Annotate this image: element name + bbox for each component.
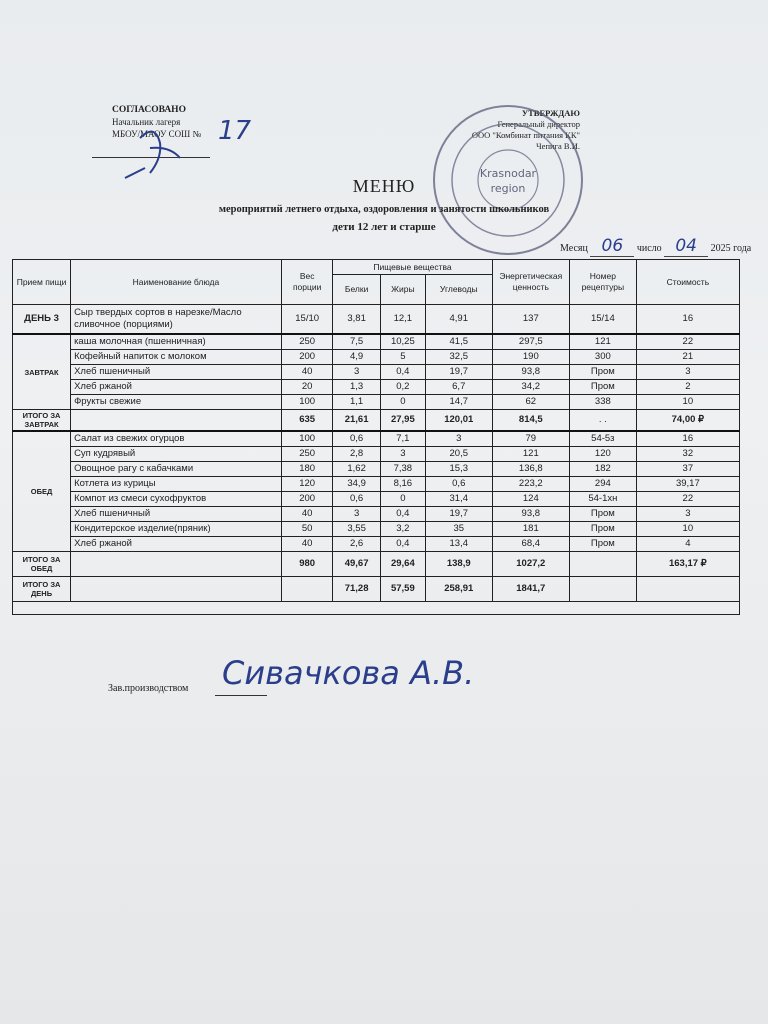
svg-text:region: region: [490, 182, 526, 195]
table-row: [13, 462, 740, 477]
cell-weight: [281, 577, 333, 602]
approval-left-line1: Начальник лагеря: [112, 117, 181, 127]
cell-dish: Хлеб ржаной: [71, 380, 282, 395]
cell-weight: 120: [281, 477, 333, 492]
cell-carbs: 6,7: [425, 380, 492, 395]
cell-energy: 137: [492, 305, 569, 335]
cell-carbs: 19,7: [425, 507, 492, 522]
table-row: [13, 380, 740, 395]
cell-protein: 4,9: [333, 350, 380, 365]
cell-empty: [71, 410, 282, 432]
cell-recipe: . .: [570, 410, 637, 432]
cell-cost: 39,17: [636, 477, 739, 492]
cell-protein: 71,28: [333, 577, 380, 602]
lunch-section: [13, 431, 740, 552]
cell-dish: Сыр твердых сортов в нарезке/Масло сливочное (порциями): [71, 305, 282, 335]
cell-weight: 20: [281, 380, 333, 395]
cell-protein: 1,1: [333, 395, 380, 410]
cell-carbs: 14,7: [425, 395, 492, 410]
cell-cost: 2: [636, 380, 739, 395]
year-text: 2025 года: [710, 243, 752, 254]
cell-weight: 15/10: [281, 305, 333, 335]
breakfast-section: [13, 334, 740, 410]
cell-fat: 0,4: [380, 507, 425, 522]
approval-right-head: УТВЕРЖДАЮ: [521, 108, 580, 118]
cell-dish: Фрукты свежие: [71, 395, 282, 410]
cell-carbs: 3: [425, 431, 492, 447]
cell-cost: 16: [636, 431, 739, 447]
day-label: ДЕНЬ 3: [13, 305, 71, 335]
cell-recipe: Пром: [570, 522, 637, 537]
cell-dish: Суп кудрявый: [71, 447, 282, 462]
col-energy: Энергетическая ценность: [492, 260, 569, 305]
cell-cost: 3: [636, 365, 739, 380]
table-row: [13, 507, 740, 522]
cell-fat: 0,4: [380, 365, 425, 380]
cell-carbs: 19,7: [425, 365, 492, 380]
cell-recipe: Пром: [570, 380, 637, 395]
cell-dish: Хлеб ржаной: [71, 537, 282, 552]
cell-carbs: 13,4: [425, 537, 492, 552]
cell-fat: 3: [380, 447, 425, 462]
cell-cost: 10: [636, 522, 739, 537]
cell-energy: 121: [492, 447, 569, 462]
cell-empty: [71, 552, 282, 577]
section-label: ОБЕД: [13, 431, 71, 552]
lunch-total-row: [13, 552, 740, 577]
table-row: [13, 350, 740, 365]
cell-recipe: 54-1хн: [570, 492, 637, 507]
cell-carbs: 120,01: [425, 410, 492, 432]
cell-empty: [13, 602, 740, 615]
table-row: [13, 522, 740, 537]
cell-energy: 68,4: [492, 537, 569, 552]
cell-weight: 200: [281, 492, 333, 507]
cell-energy: 124: [492, 492, 569, 507]
col-nutrients: Пищевые вещества: [333, 260, 492, 275]
cell-energy: 136,8: [492, 462, 569, 477]
cell-fat: 5: [380, 350, 425, 365]
cell-fat: 0: [380, 395, 425, 410]
cell-cost: 10: [636, 395, 739, 410]
cell-protein: 0,6: [333, 492, 380, 507]
cell-fat: 8,16: [380, 477, 425, 492]
cell-protein: 3: [333, 365, 380, 380]
approval-left-head: СОГЛАСОВАНО: [112, 105, 186, 115]
day-value: 04: [675, 236, 697, 256]
cell-energy: 93,8: [492, 507, 569, 522]
cell-protein: 21,61: [333, 410, 380, 432]
cell-energy: 223,2: [492, 477, 569, 492]
cell-fat: 0,4: [380, 537, 425, 552]
cell-cost: 22: [636, 334, 739, 350]
col-protein: Белки: [333, 275, 380, 305]
cell-fat: 10,25: [380, 334, 425, 350]
cell-recipe: Пром: [570, 365, 637, 380]
cell-cost: 37: [636, 462, 739, 477]
cell-protein: 0,6: [333, 431, 380, 447]
cell-dish: Кондитерское изделие(пряник): [71, 522, 282, 537]
cell-weight: 635: [281, 410, 333, 432]
cell-fat: 3,2: [380, 522, 425, 537]
cell-recipe: 300: [570, 350, 637, 365]
cell-fat: 0,2: [380, 380, 425, 395]
cell-protein: 3,55: [333, 522, 380, 537]
cell-carbs: 31,4: [425, 492, 492, 507]
cell-protein: 3: [333, 507, 380, 522]
age-group: дети 12 лет и старше: [332, 221, 436, 233]
cell-weight: 250: [281, 334, 333, 350]
approval-right-line2: ООО "Комбинат питания КК": [471, 130, 580, 140]
cell-cost: [636, 577, 739, 602]
col-cost: Стоимость: [636, 260, 739, 305]
cell-recipe: Пром: [570, 507, 637, 522]
menu-table: [12, 259, 740, 615]
approval-right-line3: Чепига В.И.: [536, 141, 580, 151]
table-row: [13, 431, 740, 447]
table-header-row: [13, 260, 740, 275]
cell-weight: 40: [281, 507, 333, 522]
table-bottom-row: [13, 602, 740, 615]
month-value: 06: [601, 236, 624, 256]
cell-cost: 163,17 ₽: [636, 552, 739, 577]
table-row: [13, 447, 740, 462]
day-total-row: [13, 577, 740, 602]
cell-carbs: 4,91: [425, 305, 492, 335]
page-title: МЕНЮ: [352, 176, 416, 196]
day-total-label: ИТОГО ЗА ДЕНЬ: [13, 577, 71, 602]
cell-carbs: 258,91: [425, 577, 492, 602]
cell-weight: 180: [281, 462, 333, 477]
cell-dish: Кофейный напиток с молоком: [71, 350, 282, 365]
cell-protein: 49,67: [333, 552, 380, 577]
cell-recipe: [570, 552, 637, 577]
cell-weight: 100: [281, 395, 333, 410]
cell-fat: 29,64: [380, 552, 425, 577]
cell-fat: 27,95: [380, 410, 425, 432]
cell-carbs: 35: [425, 522, 492, 537]
cell-carbs: 32,5: [425, 350, 492, 365]
col-meal: Прием пищи: [13, 260, 71, 305]
cell-protein: 2,8: [333, 447, 380, 462]
cell-weight: 200: [281, 350, 333, 365]
cell-protein: 34,9: [333, 477, 380, 492]
cell-fat: 57,59: [380, 577, 425, 602]
svg-text:Krasnodar: Krasnodar: [479, 167, 537, 180]
cell-weight: 980: [281, 552, 333, 577]
cell-carbs: 20,5: [425, 447, 492, 462]
cell-energy: 79: [492, 431, 569, 447]
table-row-day: [13, 305, 740, 335]
cell-protein: 1,62: [333, 462, 380, 477]
breakfast-total-label: ИТОГО ЗА ЗАВТРАК: [13, 410, 71, 432]
cell-dish: Овощное рагу с кабачками: [71, 462, 282, 477]
cell-dish: Хлеб пшеничный: [71, 507, 282, 522]
cell-energy: 297,5: [492, 334, 569, 350]
cell-recipe: 54-5з: [570, 431, 637, 447]
day-label: число: [636, 243, 662, 254]
col-fat: Жиры: [380, 275, 425, 305]
cell-cost: 21: [636, 350, 739, 365]
month-label: Месяц: [560, 243, 588, 254]
cell-dish: каша молочная (пшенничная): [71, 334, 282, 350]
cell-protein: 7,5: [333, 334, 380, 350]
cell-energy: 1027,2: [492, 552, 569, 577]
page-subtitle: мероприятий летнего отдыха, оздоровления и занятости школьников: [218, 204, 550, 215]
col-carbs: Углеводы: [425, 275, 492, 305]
cell-recipe: 338: [570, 395, 637, 410]
cell-cost: 74,00 ₽: [636, 410, 739, 432]
table-row: [13, 492, 740, 507]
lunch-total-label: ИТОГО ЗА ОБЕД: [13, 552, 71, 577]
cell-recipe: 121: [570, 334, 637, 350]
cell-carbs: 0,6: [425, 477, 492, 492]
footer-label: Зав.производством: [108, 683, 189, 694]
date-line: [560, 236, 751, 257]
cell-recipe: [570, 577, 637, 602]
cell-energy: 814,5: [492, 410, 569, 432]
cell-energy: 34,2: [492, 380, 569, 395]
cell-dish: Компот из смеси сухофруктов: [71, 492, 282, 507]
cell-carbs: 138,9: [425, 552, 492, 577]
cell-cost: 16: [636, 305, 739, 335]
table-row: [13, 334, 740, 350]
table-row: [13, 365, 740, 380]
cell-recipe: Пром: [570, 537, 637, 552]
cell-weight: 40: [281, 537, 333, 552]
cell-energy: 93,8: [492, 365, 569, 380]
cell-fat: 7,38: [380, 462, 425, 477]
cell-energy: 62: [492, 395, 569, 410]
cell-carbs: 41,5: [425, 334, 492, 350]
cell-empty: [71, 577, 282, 602]
footer-signature-text: Сивачкова А.В.: [222, 654, 475, 692]
cell-recipe: 294: [570, 477, 637, 492]
cell-cost: 4: [636, 537, 739, 552]
section-label: ЗАВТРАК: [13, 334, 71, 410]
approval-left-line2: МБОУ/МАОУ СОШ №: [112, 129, 202, 139]
cell-recipe: 182: [570, 462, 637, 477]
footer-underline: [215, 695, 267, 696]
cell-weight: 250: [281, 447, 333, 462]
cell-fat: 0: [380, 492, 425, 507]
cell-energy: 190: [492, 350, 569, 365]
col-dish: Наименование блюда: [71, 260, 282, 305]
cell-protein: 3,81: [333, 305, 380, 335]
cell-cost: 3: [636, 507, 739, 522]
col-recipe: Номер рецептуры: [570, 260, 637, 305]
cell-energy: 1841,7: [492, 577, 569, 602]
table-row: [13, 477, 740, 492]
breakfast-total-row: [13, 410, 740, 432]
col-weight: Вес порции: [281, 260, 333, 305]
cell-dish: Котлета из курицы: [71, 477, 282, 492]
cell-cost: 22: [636, 492, 739, 507]
cell-weight: 100: [281, 431, 333, 447]
cell-recipe: 15/14: [570, 305, 637, 335]
cell-fat: 12,1: [380, 305, 425, 335]
cell-recipe: 120: [570, 447, 637, 462]
table-row: [13, 395, 740, 410]
cell-cost: 32: [636, 447, 739, 462]
cell-carbs: 15,3: [425, 462, 492, 477]
cell-energy: 181: [492, 522, 569, 537]
cell-dish: Салат из свежих огурцов: [71, 431, 282, 447]
cell-dish: Хлеб пшеничный: [71, 365, 282, 380]
cell-fat: 7,1: [380, 431, 425, 447]
cell-weight: 40: [281, 365, 333, 380]
cell-weight: 50: [281, 522, 333, 537]
cell-protein: 2,6: [333, 537, 380, 552]
table-row: [13, 537, 740, 552]
approval-right-line1: Генеральный директор: [497, 119, 580, 129]
school-number-handwritten: 17: [218, 116, 252, 146]
cell-protein: 1,3: [333, 380, 380, 395]
